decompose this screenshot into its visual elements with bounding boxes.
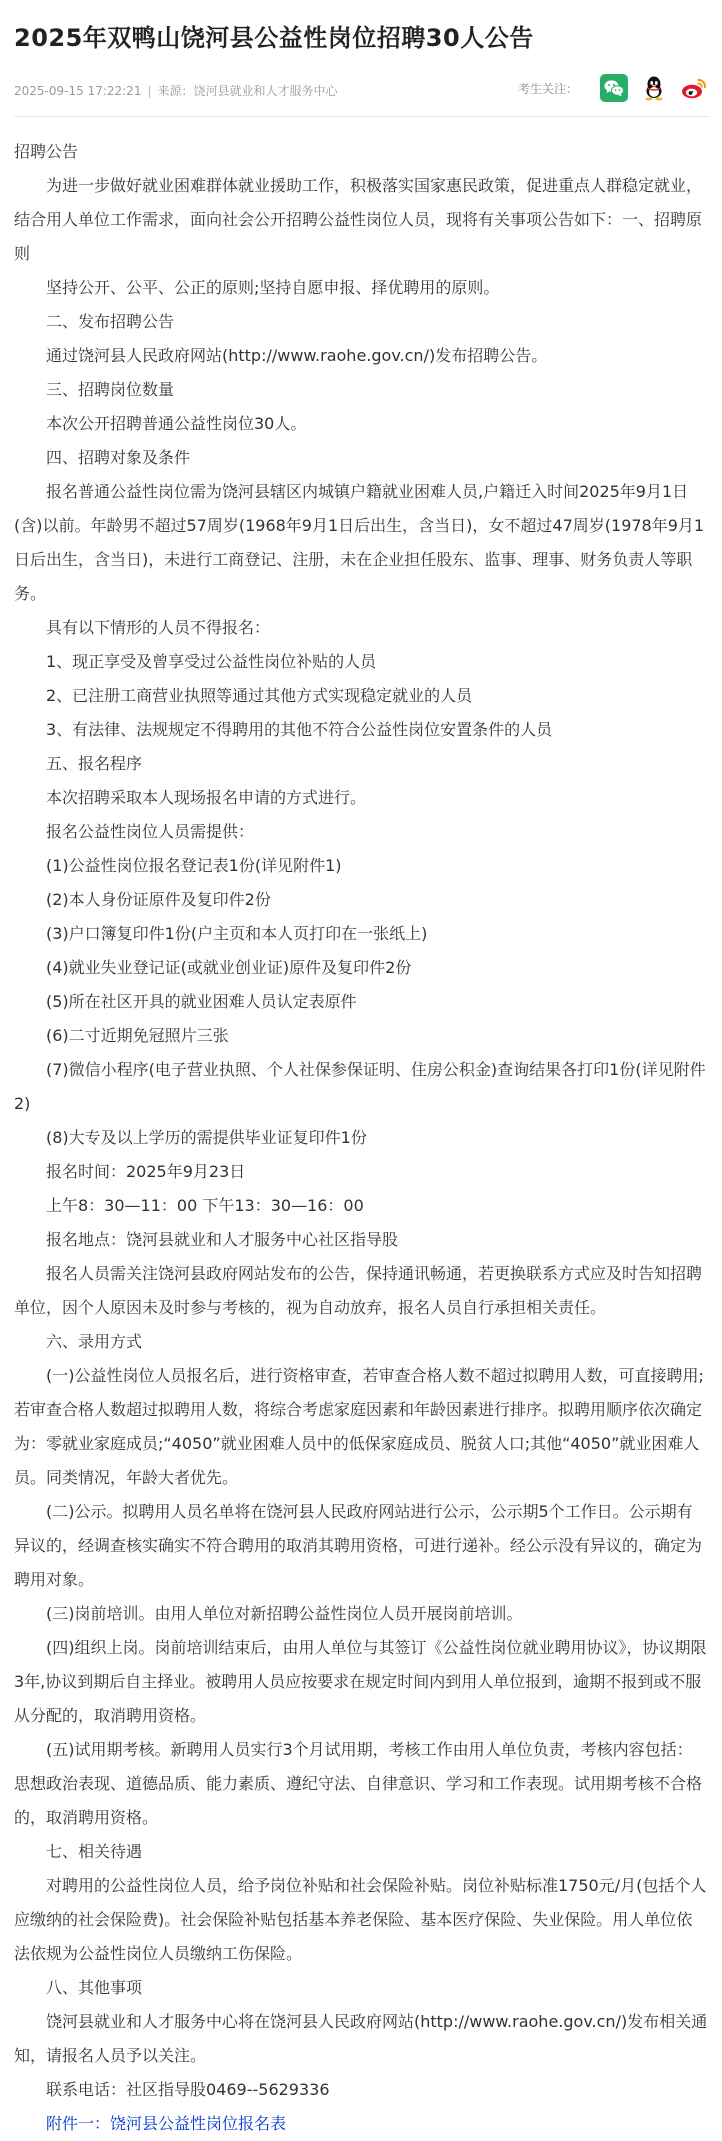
list-item: (5)所在社区开具的就业困难人员认定表原件 [46,992,357,1011]
section-heading: 八、其他事项 [46,1978,143,1997]
article-meta-bar [14,70,708,117]
qq-icon[interactable] [640,74,668,102]
list-item: (1)公益性岗位报名登记表1份(详见附件1) [46,856,342,875]
list-item: (3)户口簿复印件1份(户主页和本人页打印在一张纸上) [46,924,428,943]
list-item: (7)微信小程序(电子营业执照、个人社保参保证明、住房公积金)查询结果各打印1份(详见附件2) [14,1060,706,1113]
weibo-icon[interactable] [680,74,708,102]
section-heading: 六、录用方式 [46,1332,143,1351]
article-meta [14,82,338,100]
body-paragraph: 报名公益性岗位人员需提供： [46,822,255,841]
body-paragraph: 报名人员需关注饶河县政府网站发布的公告，保持通讯畅通，若更换联系方式应及时告知招聘单位，因个人原因未及时参与考核的，视为自动放弃，报名人员自行承担相关责任。 [14,1264,703,1317]
share-bar [518,74,708,102]
list-item: 1、现正享受及曾享受过公益性岗位补贴的人员 [46,652,377,671]
list-item: (8)大专及以上学历的需提供毕业证复印件1份 [46,1128,367,1147]
body-paragraph: (三)岗前培训。由用人单位对新招聘公益性岗位人员开展岗前培训。 [46,1604,523,1623]
registration-location: 报名地点：饶河县就业和人才服务中心社区指导股 [46,1230,399,1249]
section-heading: 四、招聘对象及条件 [46,448,191,467]
body-paragraph: 对聘用的公益性岗位人员，给予岗位补贴和社会保险补贴。岗位补贴标准1750元/月(包括个人应缴纳的社会保险费)。社会保险补贴包括基本养老保险、基本医疗保险、失业保险。用人单位依法依规为公益性岗位人员缴纳工伤保险。 [14,1876,707,1963]
body-paragraph: 报名普通公益性岗位需为饶河县辖区内城镇户籍就业困难人员,户籍迁入时间2025年9月1日(含)以前。年龄男不超过57周岁(1968年9月1日后出生，含当日)，女不超过47周岁(1978年9月1日后出生，含当日)，未进行工商登记、注册，未在企业担任股东、监事、理事、财务负责人等职务。 [14,482,705,603]
article-body [0,117,722,2141]
body-paragraph: 为进一步做好就业困难群体就业援助工作，积极落实国家惠民政策，促进重点人群稳定就业，结合用人单位工作需求，面向社会公开招聘公益性岗位人员，现将有关事项公告如下：一、招聘原则 [14,176,703,263]
body-paragraph: 坚持公开、公平、公正的原则;坚持自愿申报、择优聘用的原则。 [46,278,500,297]
body-paragraph: 本次公开招聘普通公益性岗位30人。 [46,414,307,433]
body-paragraph: 通过饶河县人民政府网站(http://www.raohe.gov.cn/)发布招聘公告。 [46,346,548,365]
section-heading: 七、相关待遇 [46,1842,143,1861]
section-label: 招聘公告 [14,142,79,161]
follow-label: 考生关注： [517,81,578,96]
body-paragraph: (二)公示。拟聘用人员名单将在饶河县人民政府网站进行公示，公示期5个工作日。公示期有异议的，经调查核实确实不符合聘用的取消其聘用资格，可进行递补。经公示没有异议的，确定为聘用对象。 [14,1502,703,1589]
publish-datetime: 2025-09-15 17:22:21 [14,84,142,98]
body-paragraph: (一)公益性岗位人员报名后，进行资格审查，若审查合格人数不超过拟聘用人数，可直接聘用;若审查合格人数超过拟聘用人数，将综合考虑家庭因素和年龄因素进行排序。拟聘用顺序依次确定为：零就业家庭成员;“4050”就业困难人员中的低保家庭成员、脱贫人口;其他“4050”就业困难人员。同类情况，年龄大者优先。 [14,1366,704,1487]
section-heading: 三、招聘岗位数量 [46,380,175,399]
body-paragraph: (五)试用期考核。新聘用人员实行3个月试用期，考核工作由用人单位负责，考核内容包括：思想政治表现、道德品质、能力素质、遵纪守法、自律意识、学习和工作表现。试用期考核不合格的，取消聘用资格。 [14,1740,703,1827]
list-item: (6)二寸近期免冠照片三张 [46,1026,229,1045]
list-item: (4)就业失业登记证(或就业创业证)原件及复印件2份 [46,958,412,977]
attachment-link[interactable]: 附件一：饶河县公益性岗位报名表 [46,2114,287,2133]
list-item: 3、有法律、法规规定不得聘用的其他不符合公益性岗位安置条件的人员 [46,720,553,739]
registration-date: 报名时间：2025年9月23日 [46,1162,246,1181]
article-title: 2025年双鸭山饶河县公益性岗位招聘30人公告 [14,24,534,52]
wechat-icon[interactable] [600,74,628,102]
list-item: (2)本人身份证原件及复印件2份 [46,890,271,909]
body-paragraph: (四)组织上岗。岗前培训结束后，由用人单位与其签订《公益性岗位就业聘用协议》，协议期限3年,协议到期后自主择业。被聘用人员应按要求在规定时间内到用人单位报到，逾期不报到或不服从分配的，取消聘用资格。 [14,1638,707,1725]
meta-separator: | [147,84,152,98]
body-paragraph: 具有以下情形的人员不得报名： [46,618,271,637]
article-source: 来源：饶河县就业和人才服务中心 [157,84,338,98]
body-paragraph: 本次招聘采取本人现场报名申请的方式进行。 [46,788,367,807]
section-heading: 二、发布招聘公告 [46,312,175,331]
registration-hours: 上午8：30—11：00 下午13：30—16：00 [46,1196,364,1215]
list-item: 2、已注册工商营业执照等通过其他方式实现稳定就业的人员 [46,686,473,705]
section-heading: 五、报名程序 [46,754,143,773]
contact-phone: 联系电话：社区指导股0469--5629336 [46,2080,330,2099]
attachment-row [14,2107,708,2141]
body-paragraph: 饶河县就业和人才服务中心将在饶河县人民政府网站(http://www.raohe.gov.cn/)发布相关通知，请报名人员予以关注。 [14,2012,708,2065]
